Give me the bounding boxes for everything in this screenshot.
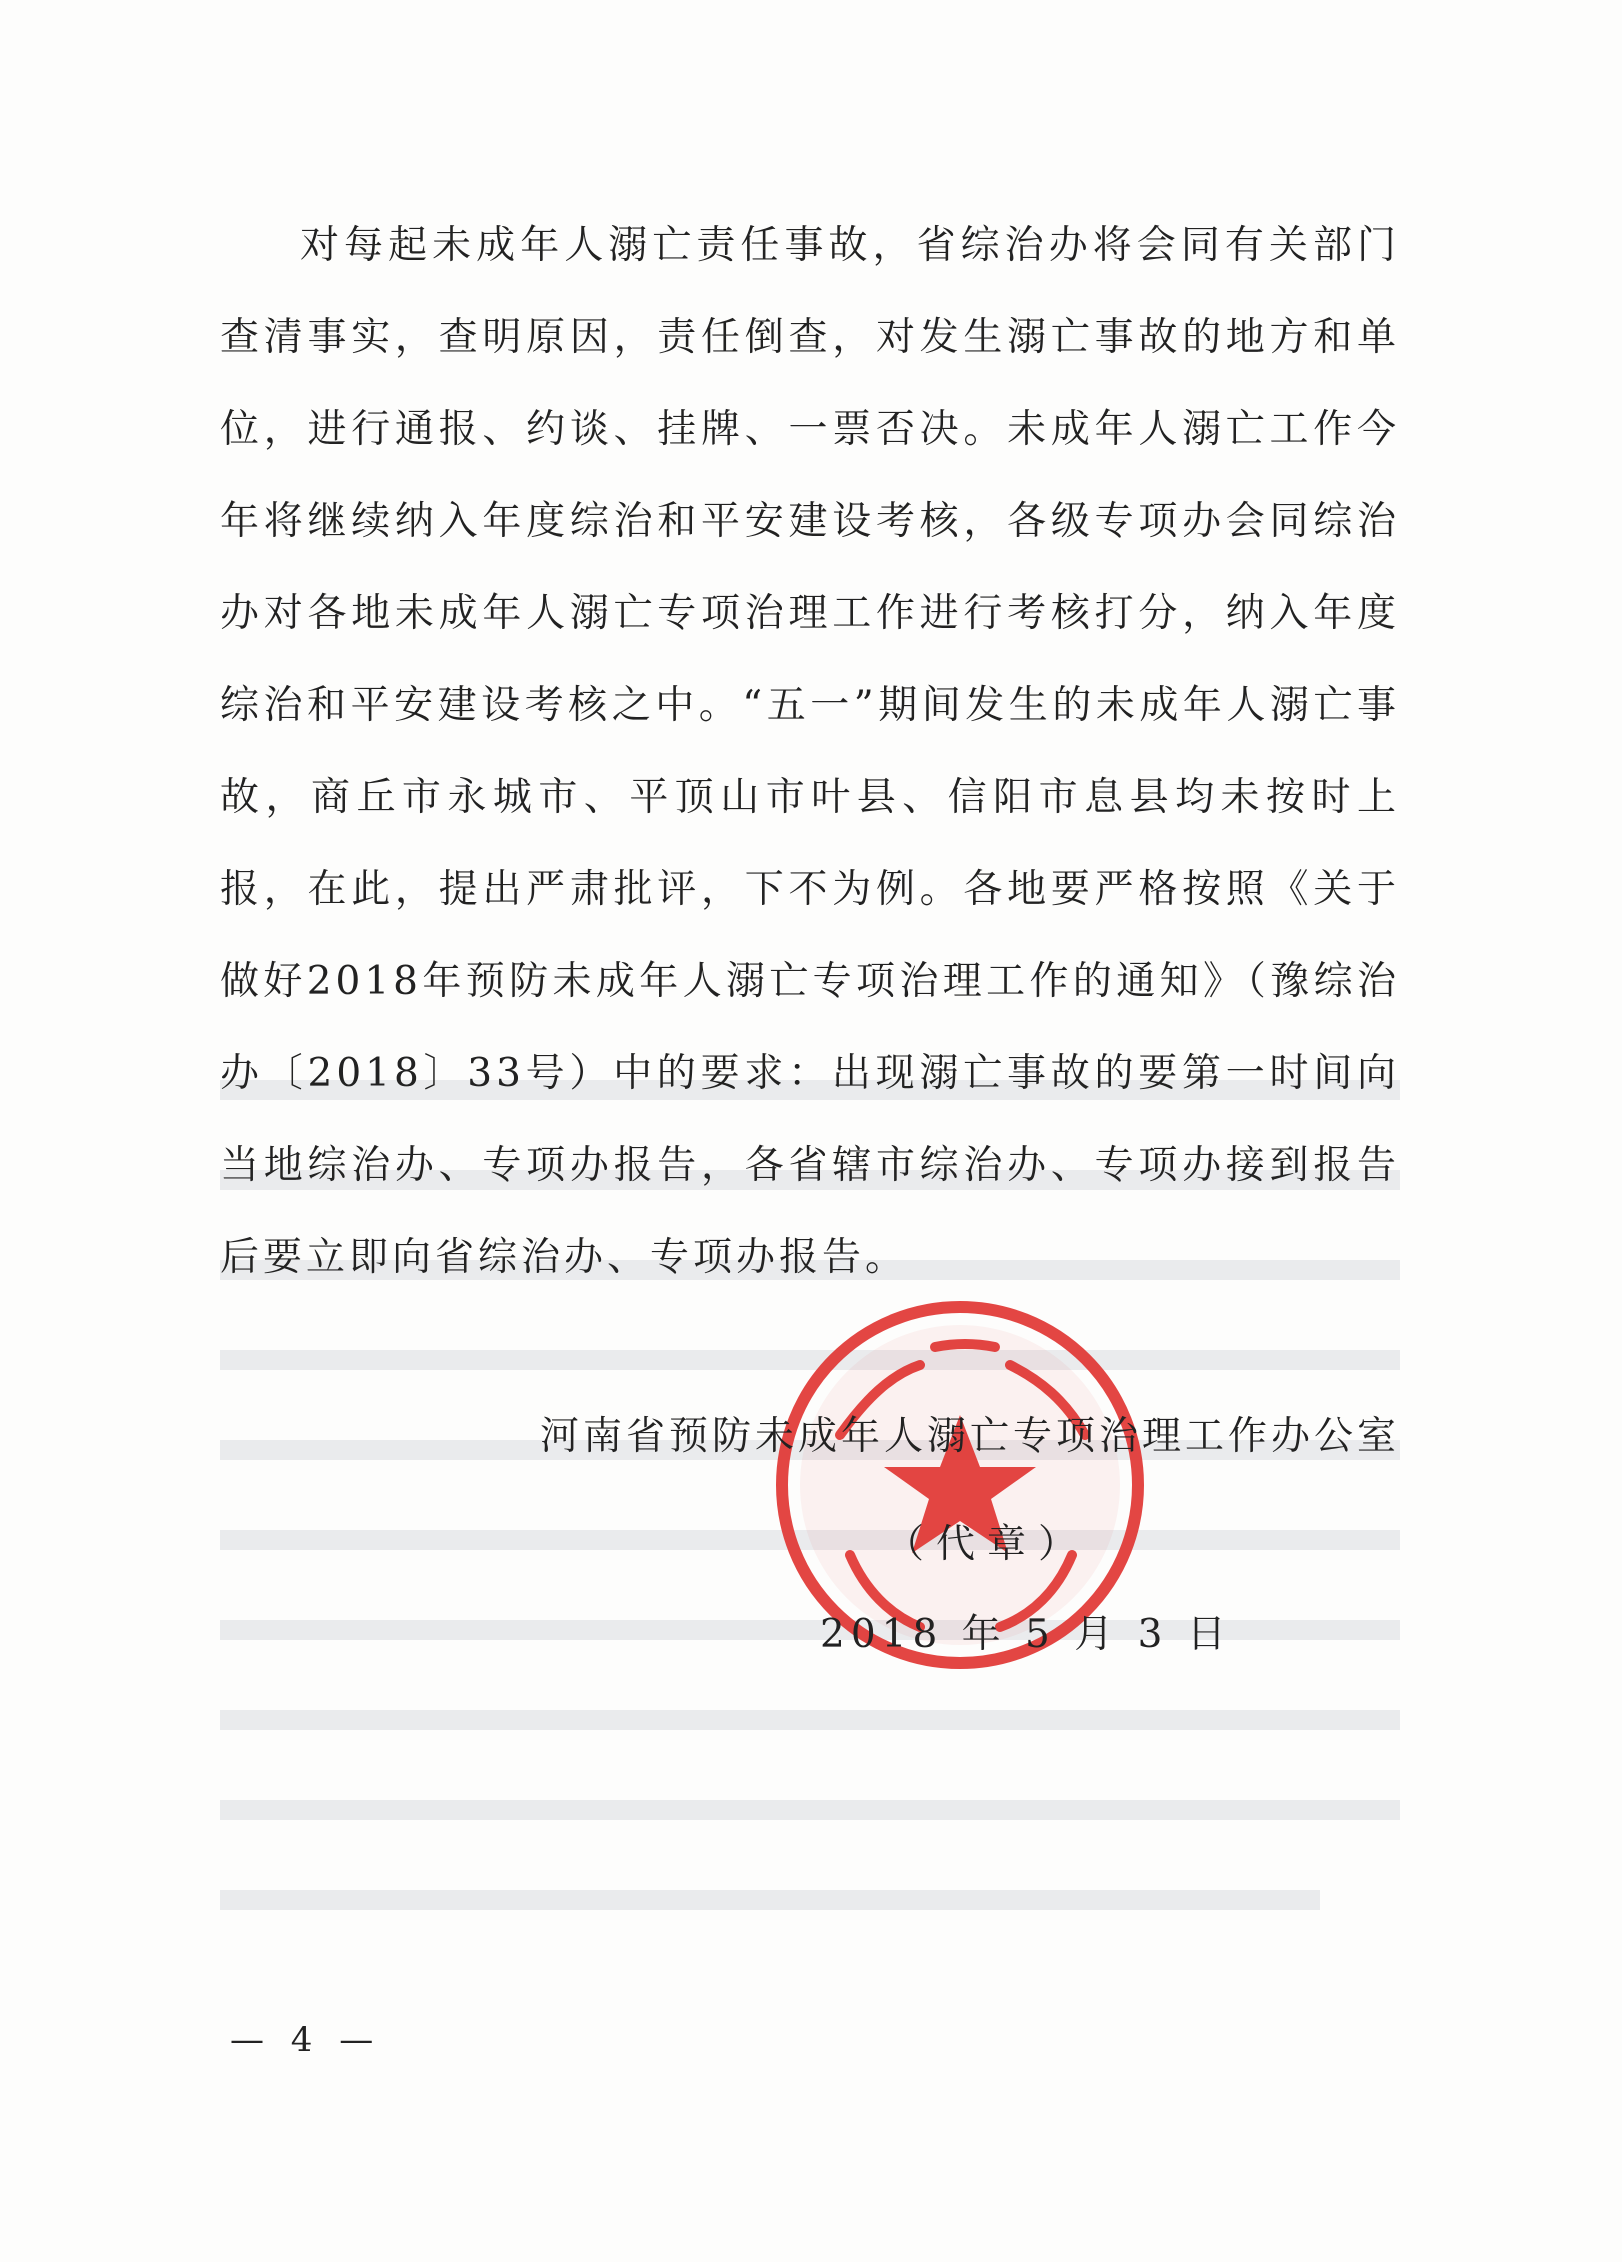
seal-note: （代章） xyxy=(885,1522,1090,1567)
issue-date: 2018 年 5 月 3 日 xyxy=(820,1612,1232,1657)
issuing-organization: 河南省预防未成年人溺亡专项治理工作办公室 xyxy=(539,1414,1400,1459)
body-paragraph: 对每起未成年人溺亡责任事故，省综治办将会同有关部门查清事实，查明原因，责任倒查，对发生溺亡事故的地方和单位，进行通报、约谈、挂牌、一票否决。未成年人溺亡工作今年将继续纳入年度综治和平安建设考核，各级专项办会同综治办对各地未成年人溺亡专项治理工作进行考核打分，纳入年度综治和平安建设考核之中。“五一”期间发生的未成年人溺亡事故，商丘市永城市、平顶山市叶县、信阳市息县均未按时上报，在此，提出严肃批评，下不为例。各地要严格按照《关于做好2018年预防未成年人溺亡专项治理工作的通知》（豫综治办〔2018〕33号）中的要求：出现溺亡事故的要第一时间向当地综治办、专项办报告，各省辖市综治办、专项办接到报告后要立即向省综治办、专项办报告。 xyxy=(220,223,1400,1280)
page-number: — 4 — xyxy=(230,2020,382,2060)
